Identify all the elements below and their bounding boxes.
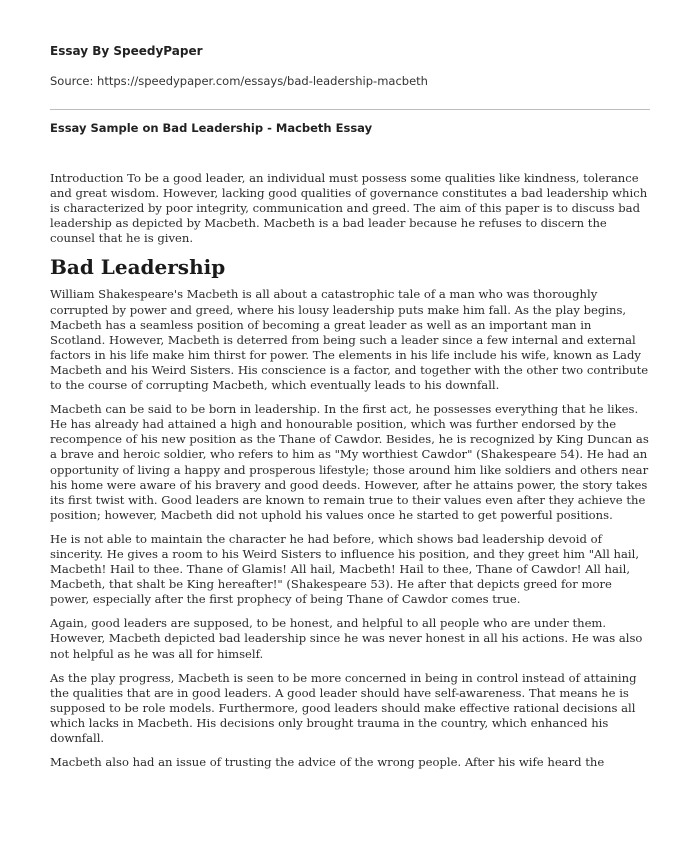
section-heading: Bad Leadership	[50, 255, 226, 280]
body-paragraph: William Shakespeare's Macbeth is all about a catastrophic tale of a man who was thoroughly corrupted by power and greed, where his lousy leadership puts make him fall. As the play begins, Macbeth has a seamless position of becoming a great leader as well as an important man in Scotland. However, Macbeth is deterred from being such a leader since a few internal and external factors in his life make him thirst for power. The elements in his life include his wife, known as Lady Macbeth and his Weird Sisters. His conscience is a factor, and together with the other two contribute to the course of corrupting Macbeth, which eventually leads to his downfall.	[50, 287, 649, 393]
body-paragraph: Macbeth also had an issue of trusting the advice of the wrong people. After his wife heard the	[50, 755, 605, 770]
intro-paragraph: Introduction To be a good leader, an individual must possess some qualities like kindness, tolerance and great wisdom. However, lacking good qualities of governance constitutes a bad leadership which is characterized by poor integrity, communication and greed. The aim of this paper is to discuss bad leadership as depicted by Macbeth. Macbeth is a bad leader because he refuses to discern the counsel that he is given.	[50, 171, 648, 246]
body-paragraph: As the play progress, Macbeth is seen to be more concerned in being in control instead of attaining the qualities that are in good leaders. A good leader should have self-awareness. That means he is supposed to be role models. Furthermore, good leaders should make effective rational decisions all which lacks in Macbeth. His decisions only brought trauma in the country, which enhanced his downfall.	[50, 670, 637, 745]
header-title: Essay By SpeedyPaper	[50, 44, 203, 58]
body-paragraph: He is not able to maintain the character he had before, which shows bad leadership devoid of sincerity. He gives a room to his Weird Sisters to influence his position, and they greet him "All hail, Macbeth! Hail to thee. Thane of Glamis! All hail, Macbeth! Hail to thee, Thane of Cawdor! All hail, Macbeth, that shalt be King hereafter!" (Shakespeare 53). He after that depicts greed for more power, especially after the first prophecy of being Thane of Cawdor comes true.	[50, 531, 639, 607]
body-paragraph: Again, good leaders are supposed, to be honest, and helpful to all people who are under them. However, Macbeth depicted bad leadership since he was never honest in all his actions. He was also not helpful as he was all for himself.	[50, 616, 643, 661]
body-paragraph: Macbeth can be said to be born in leadership. In the first act, he possesses everything that he likes. He has already had attained a high and honourable position, which was further endorsed by the recompence of his new position as the Thane of Cawdor. Besides, he is recognized by King Duncan as a brave and heroic soldier, who refers to him as "My worthiest Cawdor" (Shakespeare 54). He had an opportunity of living a happy and prosperous lifestyle; those around him like soldiers and others near his home were aware of his bravery and good deeds. However, after he attains power, the story takes its first twist with. Good leaders are known to remain true to their values even after they achieve the position; however, Macbeth did not uphold his values once he started to get powerful positions.	[50, 402, 649, 522]
source-line: Source: https://speedypaper.com/essays/bad-leadership-macbeth	[50, 74, 428, 88]
divider	[50, 109, 650, 110]
essay-body	[50, 171, 650, 779]
essay-title: Essay Sample on Bad Leadership - Macbeth Essay	[50, 121, 373, 135]
